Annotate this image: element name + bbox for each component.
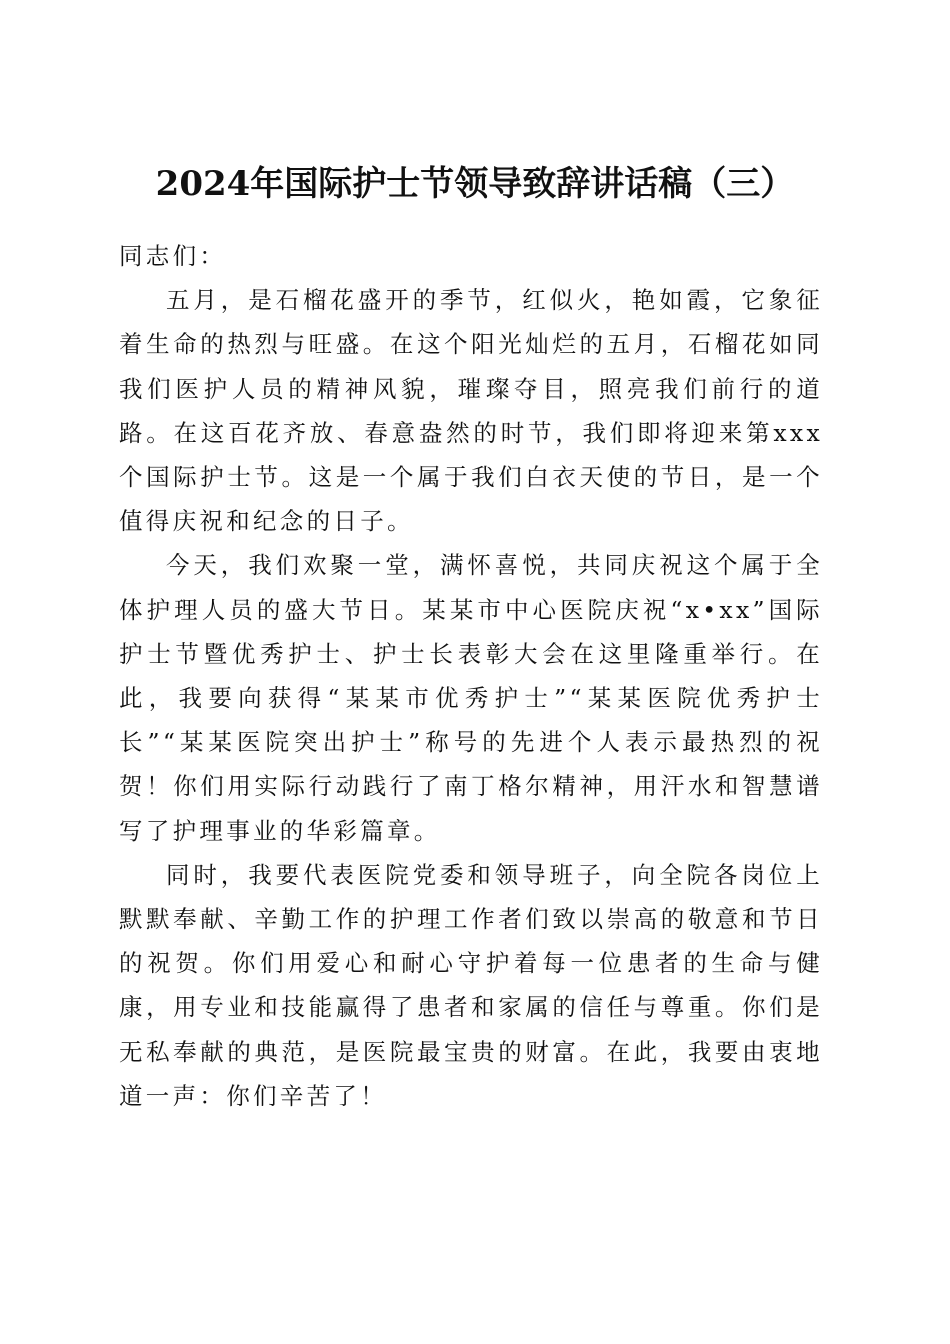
document-body <box>119 234 823 1118</box>
paragraph-3: 同时，我要代表医院党委和领导班子，向全院各岗位上默默奉献、辛勤工作的护理工作者们致以崇高的敬意和节日的祝贺。你们用爱心和耐心守护着每一位患者的生命与健康，用专业和技能赢得了患者和家属的信任与尊重。你们是无私奉献的典范，是医院最宝贵的财富。在此，我要由衷地道一声：你们辛苦了！ <box>119 860 823 1110</box>
document-title: 2024年国际护士节领导致辞讲话稿（三） <box>155 163 795 204</box>
paragraph-1: 五月，是石榴花盛开的季节，红似火，艳如霞，它象征着生命的热烈与旺盛。在这个阳光灿烂的五月，石榴花如同我们医护人员的精神风貌，璀璨夺目，照亮我们前行的道路。在这百花齐放、春意盎然的时节，我们即将迎来第xxx个国际护士节。这是一个属于我们白衣天使的节日，是一个值得庆祝和纪念的日子。 <box>119 286 823 536</box>
paragraph-2: 今天，我们欢聚一堂，满怀喜悦，共同庆祝这个属于全体护理人员的盛大节日。某某市中心医院庆祝“x•xx”国际护士节暨优秀护士、护士长表彰大会在这里隆重举行。在此，我要向获得“某某市优秀护士”“某某医院优秀护士长”“某某医院突出护士”称号的先进个人表示最热烈的祝贺！你们用实际行动践行了南丁格尔精神，用汗水和智慧谱写了护理事业的华彩篇章。 <box>119 551 823 845</box>
salutation: 同志们： <box>119 242 227 270</box>
